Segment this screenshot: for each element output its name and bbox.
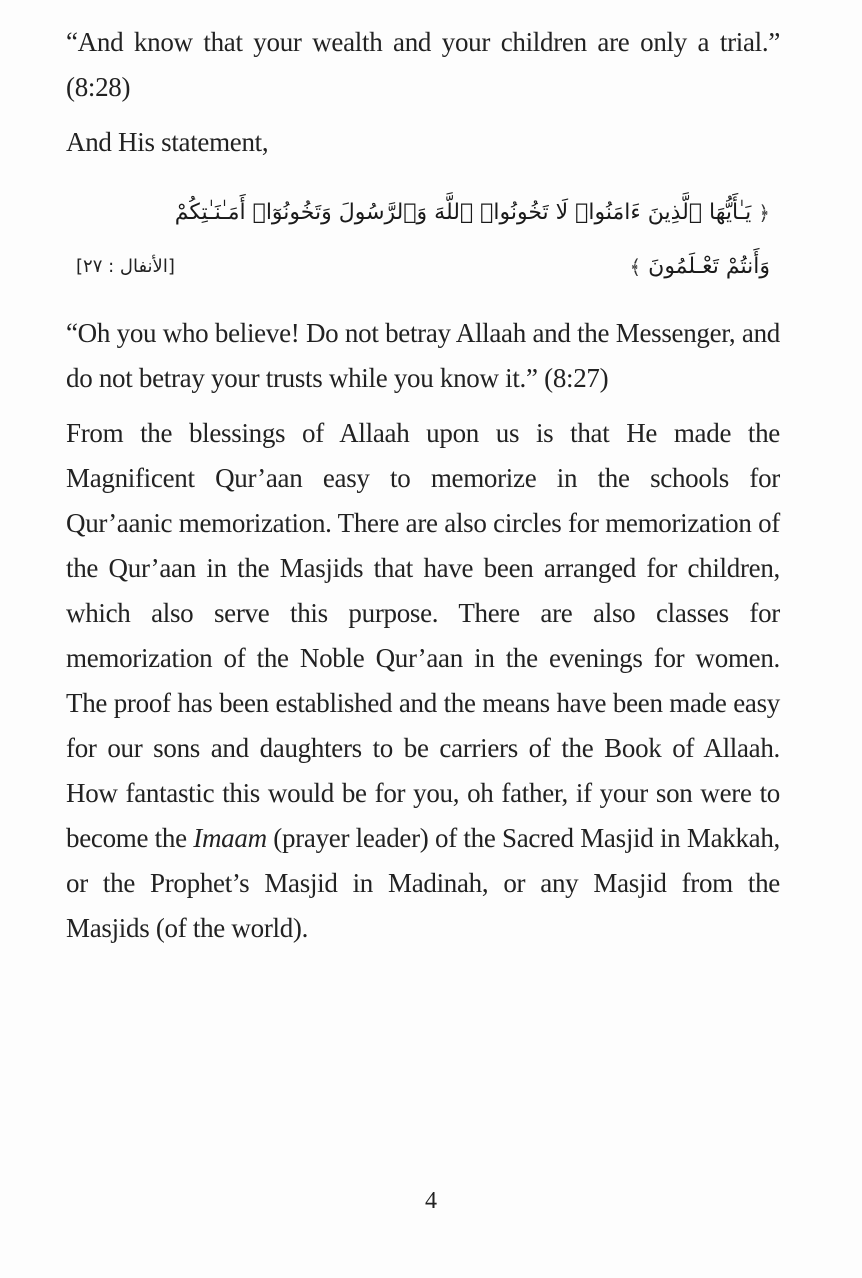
ayah-line-2	[629, 241, 770, 293]
imaam-italic-term: Imaam	[193, 823, 267, 853]
ayah-line-2-text: وَأَنتُمْ تَعْـلَمُونَ	[648, 254, 770, 279]
book-page	[66, 20, 780, 951]
ayah-row-2	[76, 241, 770, 293]
quote-8-28	[66, 20, 780, 110]
main-paragraph	[66, 411, 780, 951]
main-paragraph-text-end: (prayer leader) of the Sacred Masjid in Makkah, or the Prophet’s Masjid in Madinah, or any Masjid from the Masjids (of the world).	[66, 823, 780, 943]
quran-ayah-block	[66, 187, 780, 293]
quote-8-28-text: “And know that your wealth and your children are only a trial.” (8:28)	[66, 27, 780, 102]
translation-8-27-text: “Oh you who believe! Do not betray Allaah and the Messenger, and do not betray your trusts while you know it.” (8:27)	[66, 318, 780, 393]
ayah-line-1	[76, 187, 770, 239]
ayah-close-ornament-icon: ﴾	[629, 255, 642, 279]
main-paragraph-text-start: From the blessings of Allaah upon us is that He made the Magnificent Qur’aan easy to memorize in the schools for Qur’aanic memorization. There are also circles for memorization of the Qur’aan in the Masjids that have been arranged for children, which also serve this purpose. There are also classes for memorization of the Noble Qur’aan in the evenings for women. The proof has been established and the means have been made easy for our sons and daughters to be carriers of the Book of Allaah. How fantastic this would be for you, oh father, if your son were to become the	[66, 418, 780, 853]
ayah-open-ornament-icon: ﴿	[758, 201, 770, 225]
translation-8-27	[66, 311, 780, 401]
intro-statement: And His statement,	[66, 127, 269, 157]
page-number: 4	[425, 1188, 437, 1214]
ayah-line-1-text: يَـٰأَيُّهَا ٱلَّذِينَ ءَامَنُوا۟ لَا تَخُونُوا۟ ٱللَّهَ وَٱلرَّسُولَ وَتَخُونُوٓا۟ أَمَـٰنَـٰتِكُمْ	[174, 200, 752, 225]
ayah-reference: [الأنفال : ٢٧]	[76, 256, 175, 277]
